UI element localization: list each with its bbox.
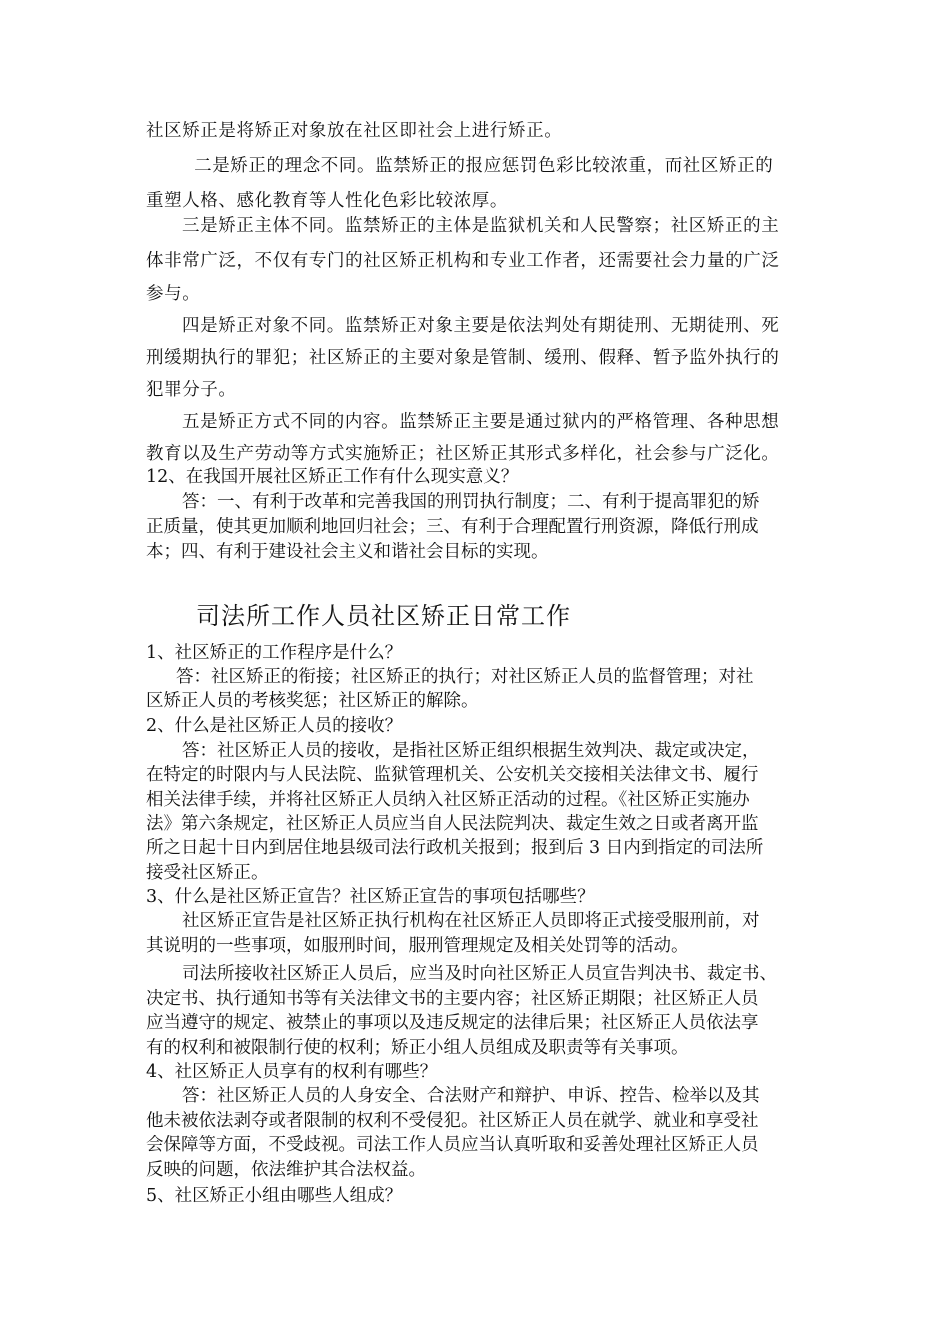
text-line: 刑缓期执行的罪犯；社区矫正的主要对象是管制、缓刑、假释、暂予监外执行的 bbox=[146, 348, 780, 368]
text-line: 有的权利和被限制行使的权利；矫正小组人员组成及职责等有关事项。 bbox=[146, 1038, 689, 1058]
text-line: 答：社区矫正人员的人身安全、合法财产和辩护、申诉、控告、检举以及其 bbox=[182, 1086, 760, 1106]
text-line: 接受社区矫正。 bbox=[146, 863, 269, 883]
text-line: 答：一、有利于改革和完善我国的刑罚执行制度；二、有利于提高罪犯的矫 bbox=[182, 492, 760, 512]
text-line: 应当遵守的规定、被禁止的事项以及违反规定的法律后果；社区矫正人员依法享 bbox=[146, 1013, 759, 1033]
text-line: 教育以及生产劳动等方式实施矫正；社区矫正其形式多样化，社会参与广泛化。 bbox=[146, 444, 780, 464]
text-line: 正质量，使其更加顺利地回归社会；三、有利于合理配置行刑资源，降低行刑成 bbox=[146, 517, 759, 537]
question-heading: 2、什么是社区矫正人员的接收？ bbox=[146, 716, 403, 736]
question-heading: 4、社区矫正人员享有的权利有哪些？ bbox=[146, 1062, 438, 1082]
text-line: 参与。 bbox=[146, 284, 201, 304]
question-heading: 12、在我国开展社区矫正工作有什么现实意义？ bbox=[146, 467, 519, 487]
text-line: 体非常广泛，不仅有专门的社区矫正机构和专业工作者，还需要社会力量的广泛 bbox=[146, 251, 780, 271]
text-line: 在特定的时限内与人民法院、监狱管理机关、公安机关交接相关法律文书、履行 bbox=[146, 765, 759, 785]
text-line: 决定书、执行通知书等有关法律文书的主要内容；社区矫正期限；社区矫正人员 bbox=[146, 989, 759, 1009]
question-heading: 3、什么是社区矫正宣告？社区矫正宣告的事项包括哪些？ bbox=[146, 887, 595, 907]
text-line: 他未被依法剥夺或者限制的权利不受侵犯。社区矫正人员在就学、就业和享受社 bbox=[146, 1111, 759, 1131]
text-line: 本；四、有利于建设社会主义和谐社会目标的实现。 bbox=[146, 542, 549, 562]
text-line: 答：社区矫正人员的接收，是指社区矫正组织根据生效判决、裁定或决定， bbox=[182, 741, 760, 761]
question-heading: 1、社区矫正的工作程序是什么？ bbox=[146, 643, 403, 663]
text-line: 区矫正人员的考核奖惩；社区矫正的解除。 bbox=[146, 691, 479, 711]
text-line: 二是矫正的理念不同。监禁矫正的报应惩罚色彩比较浓重，而社区矫正的 bbox=[176, 156, 774, 176]
question-heading: 5、社区矫正小组由哪些人组成？ bbox=[146, 1186, 403, 1206]
text-line: 其说明的一些事项，如服刑时间，服刑管理规定及相关处罚等的活动。 bbox=[146, 936, 689, 956]
section-title: 司法所工作人员社区矫正日常工作 bbox=[196, 602, 571, 630]
text-line: 所之日起十日内到居住地县级司法行政机关报到；报到后 3 日内到指定的司法所 bbox=[146, 838, 764, 858]
text-line: 犯罪分子。 bbox=[146, 380, 237, 400]
text-line: 三是矫正主体不同。监禁矫正的主体是监狱机关和人民警察；社区矫正的主 bbox=[182, 216, 780, 236]
text-line: 四是矫正对象不同。监禁矫正对象主要是依法判处有期徒刑、无期徒刑、死 bbox=[182, 316, 780, 336]
text-line: 相关法律手续，并将社区矫正人员纳入社区矫正活动的过程。《社区矫正实施办 bbox=[146, 790, 750, 810]
text-line: 答：社区矫正的衔接；社区矫正的执行；对社区矫正人员的监督管理；对社 bbox=[176, 667, 754, 687]
text-line: 司法所接收社区矫正人员后，应当及时向社区矫正人员宣告判决书、裁定书、 bbox=[182, 964, 777, 984]
text-line: 会保障等方面，不受歧视。司法工作人员应当认真听取和妥善处理社区矫正人员 bbox=[146, 1135, 759, 1155]
text-line: 反映的问题，依法维护其合法权益。 bbox=[146, 1160, 426, 1180]
text-line: 社区矫正是将矫正对象放在社区即社会上进行矫正。 bbox=[146, 121, 563, 141]
text-line: 社区矫正宣告是社区矫正执行机构在社区矫正人员即将正式接受服刑前，对 bbox=[182, 911, 760, 931]
text-line: 重塑人格、感化教育等人性化色彩比较浓厚。 bbox=[146, 191, 508, 211]
text-line: 法》第六条规定，社区矫正人员应当自人民法院判决、裁定生效之日或者离开监 bbox=[146, 814, 759, 834]
text-line: 五是矫正方式不同的内容。监禁矫正主要是通过狱内的严格管理、各种思想 bbox=[182, 412, 780, 432]
